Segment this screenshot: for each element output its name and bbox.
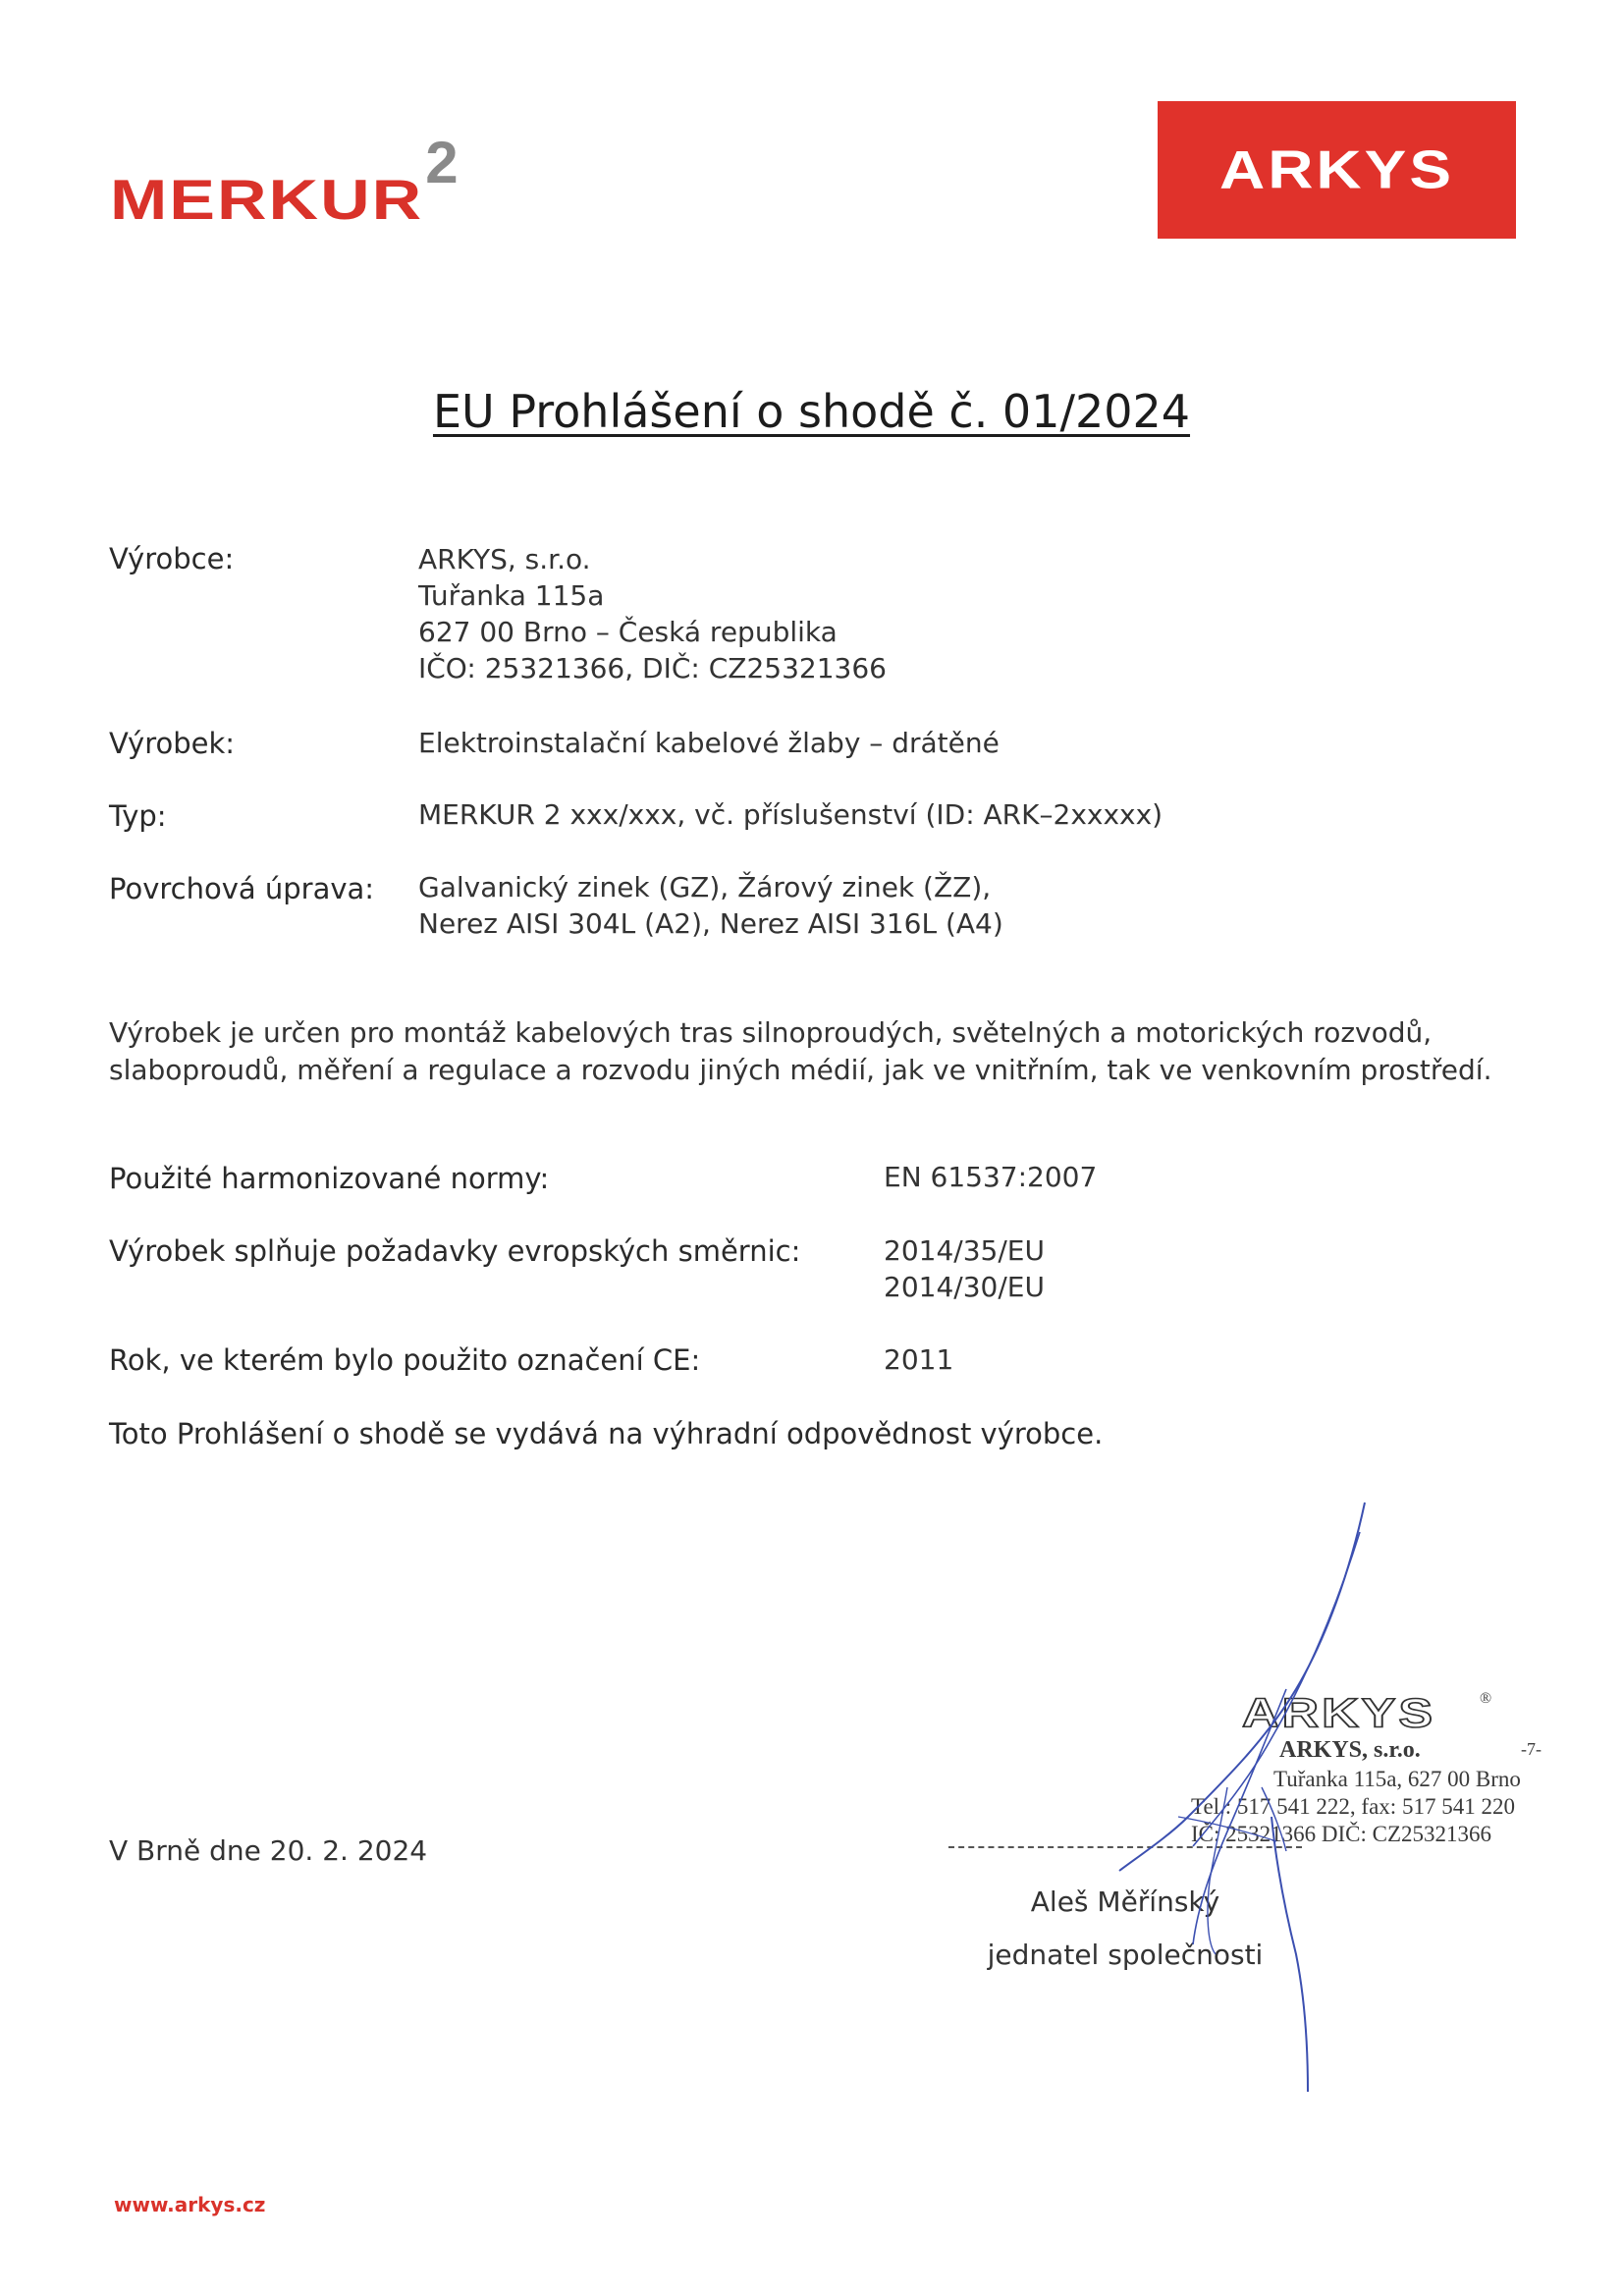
type-value: MERKUR 2 xxx/xxx, vč. příslušenství (ID: ARK–2xxxxx): [418, 798, 1163, 831]
ce-year-label: Rok, ve kterém bylo použito označení CE:: [109, 1343, 701, 1377]
merkur-logo-sup: 2: [425, 130, 459, 195]
directives-value: [884, 1232, 1045, 1305]
ce-year-value: 2011: [884, 1343, 954, 1376]
arkys-logo-text: ARKYS: [1218, 139, 1455, 200]
merkur-logo: [110, 130, 459, 236]
manufacturer-line: ARKYS, s.r.o.: [418, 543, 591, 575]
surface-line: Galvanický zinek (GZ), Žárový zinek (ŽZ),: [418, 871, 992, 903]
purpose-line: slaboproudů, měření a regulace a rozvodu jiných médií, jak ve vnitřním, tak ve venkovním prostředí.: [109, 1054, 1492, 1086]
merkur-logo-text: MERKUR: [110, 168, 424, 232]
surface-line: Nerez AISI 304L (A2), Nerez AISI 316L (A4): [418, 907, 1003, 940]
manufacturer-value: [418, 541, 887, 686]
stamp-address: Tuřanka 115a, 627 00 Brno: [1273, 1767, 1521, 1791]
stamp-company: ARKYS, s.r.o.: [1279, 1737, 1421, 1763]
purpose-paragraph: [109, 1014, 1523, 1089]
product-value: Elektroinstalační kabelové žlaby – drátěné: [418, 727, 1000, 759]
type-label: Typ:: [109, 799, 167, 833]
stamp-registered-mark: ®: [1480, 1690, 1492, 1707]
directives-label: Výrobek splňuje požadavky evropských směrnic:: [109, 1234, 801, 1268]
directive-item: 2014/35/EU: [884, 1234, 1045, 1267]
signer-role: jednatel společnosti: [987, 1939, 1264, 1971]
manufacturer-line: 627 00 Brno – Česká republika: [418, 616, 838, 648]
stamp-ids: IČ: 25321366 DIČ: CZ25321366: [1191, 1822, 1492, 1846]
signer-name: Aleš Měřínský: [1030, 1886, 1220, 1918]
norms-label: Použité harmonizované normy:: [109, 1162, 550, 1195]
manufacturer-line: IČO: 25321366, DIČ: CZ25321366: [418, 652, 887, 684]
manufacturer-line: Tuřanka 115a: [418, 579, 605, 612]
arkys-logo: [1158, 101, 1516, 239]
responsibility-statement: Toto Prohlášení o shodě se vydává na výhradní odpovědnost výrobce.: [109, 1417, 1104, 1450]
directive-item: 2014/30/EU: [884, 1271, 1045, 1303]
place-date: V Brně dne 20. 2. 2024: [109, 1834, 428, 1867]
purpose-line: Výrobek je určen pro montáž kabelových tras silnoproudých, světelných a motorických rozvodů,: [109, 1016, 1433, 1049]
norms-value: EN 61537:2007: [884, 1161, 1098, 1193]
stamp-page-mark: -7-: [1521, 1739, 1542, 1759]
surface-value: [418, 869, 1003, 942]
footer-website-link[interactable]: www.arkys.cz: [114, 2193, 266, 2216]
product-label: Výrobek:: [109, 727, 236, 760]
stamp-contact: Tel.: 517 541 222, fax: 517 541 220: [1191, 1794, 1515, 1819]
document-title: EU Prohlášení o shodě č. 01/2024: [432, 385, 1191, 438]
handwritten-signature: [1100, 1493, 1394, 2102]
manufacturer-label: Výrobce:: [109, 542, 235, 575]
stamp-logo: ARKYS: [1242, 1690, 1436, 1737]
surface-label: Povrchová úprava:: [109, 872, 375, 905]
